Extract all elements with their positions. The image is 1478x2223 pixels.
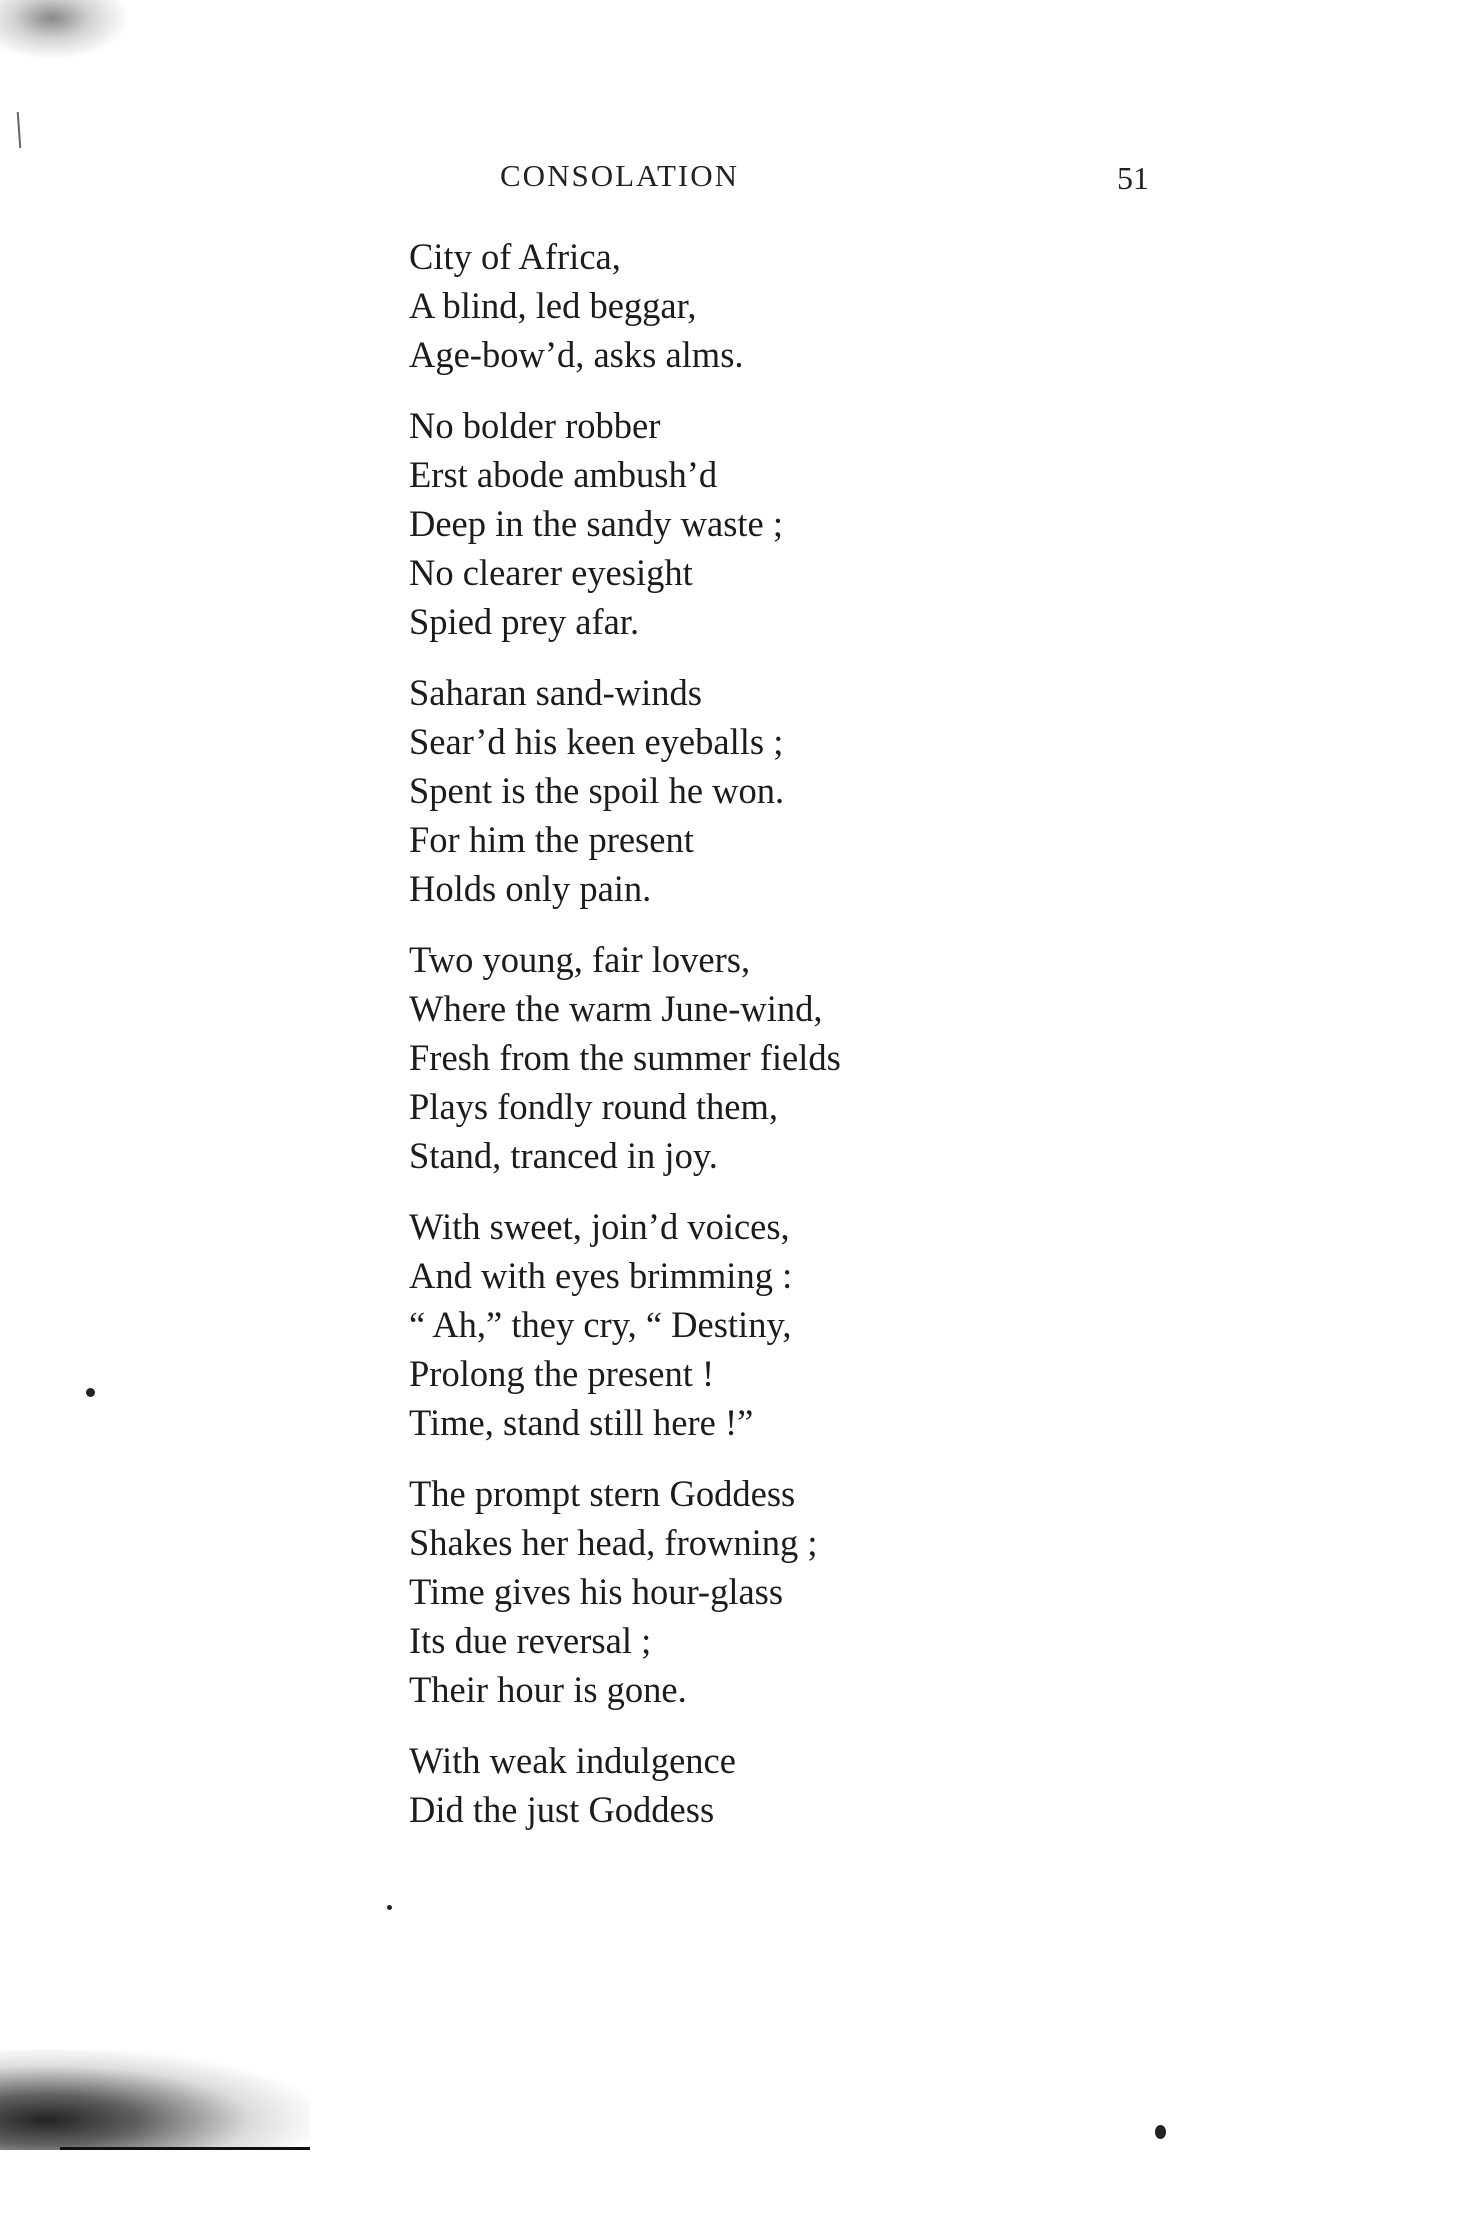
- running-head: CONSOLATION: [500, 158, 739, 193]
- poem-line: Its due reversal ;: [409, 1620, 652, 1661]
- poem-line: With weak indulgence: [409, 1740, 736, 1781]
- poem-line: Fresh from the summer fields: [409, 1037, 841, 1078]
- scan-speck: [387, 1905, 392, 1910]
- scan-mark: [17, 112, 22, 148]
- poem-line: Time gives his hour-glass: [409, 1571, 784, 1612]
- stanza: [409, 1736, 1109, 1834]
- poem: [409, 232, 1109, 1834]
- stanza: [409, 232, 1109, 379]
- poem-line: Spied prey afar.: [409, 601, 640, 642]
- poem-line: Deep in the sandy waste ;: [409, 503, 784, 544]
- scan-speck: [86, 1388, 95, 1397]
- poem-line: Two young, fair lovers,: [409, 939, 751, 980]
- scan-smear: [0, 2050, 310, 2150]
- poem-line: Spent is the spoil he won.: [409, 770, 785, 811]
- poem-line: And with eyes brimming :: [409, 1255, 793, 1296]
- poem-line: No bolder robber: [409, 405, 661, 446]
- poem-line: Shakes her head, frowning ;: [409, 1522, 818, 1563]
- poem-line: Saharan sand-winds: [409, 672, 702, 713]
- stanza: [409, 1202, 1109, 1447]
- poem-line: City of Africa,: [409, 236, 621, 277]
- poem-line: “ Ah,” they cry, “ Destiny,: [409, 1304, 792, 1345]
- poem-line: Erst abode ambush’d: [409, 454, 718, 495]
- poem-line: Stand, tranced in joy.: [409, 1135, 718, 1176]
- stanza: [409, 668, 1109, 913]
- poem-line: Plays fondly round them,: [409, 1086, 779, 1127]
- stanza: [409, 401, 1109, 646]
- scan-smudge: [0, 0, 130, 60]
- poem-line: Holds only pain.: [409, 868, 652, 909]
- poem-line: Sear’d his keen eyeballs ;: [409, 721, 784, 762]
- poem-line: With sweet, join’d voices,: [409, 1206, 790, 1247]
- stanza: [409, 935, 1109, 1180]
- poem-line: No clearer eyesight: [409, 552, 693, 593]
- poem-line: A blind, led beggar,: [409, 285, 697, 326]
- poem-line: Their hour is gone.: [409, 1669, 687, 1710]
- poem-line: Prolong the present !: [409, 1353, 715, 1394]
- poem-line: The prompt stern Goddess: [409, 1473, 796, 1514]
- poem-line: Time, stand still here !”: [409, 1402, 754, 1443]
- poem-line: For him the present: [409, 819, 694, 860]
- stanza: [409, 1469, 1109, 1714]
- scan-smear-line: [60, 2147, 310, 2150]
- poem-line: Age-bow’d, asks alms.: [409, 334, 744, 375]
- poem-line: Did the just Goddess: [409, 1789, 715, 1830]
- page-number: 51: [1117, 160, 1149, 196]
- poem-line: Where the warm June-wind,: [409, 988, 823, 1029]
- scan-speck: [1155, 2125, 1166, 2139]
